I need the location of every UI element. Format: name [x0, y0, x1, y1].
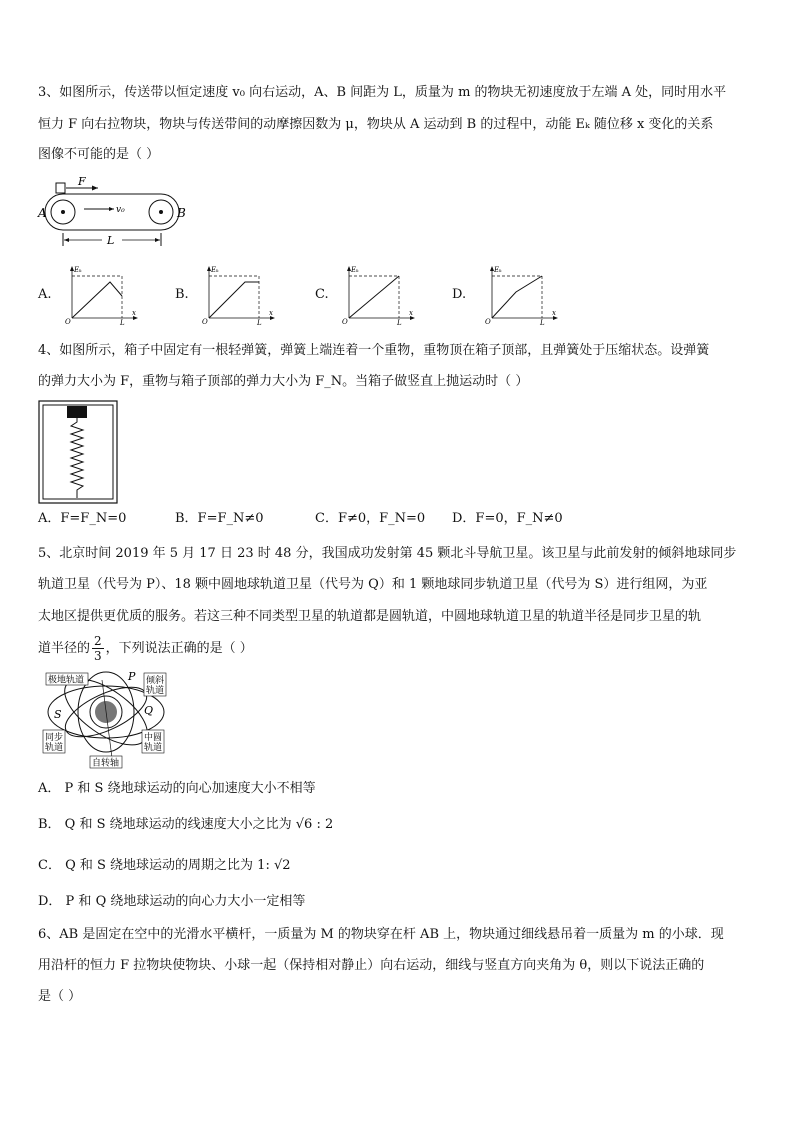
conveyor-belt-figure	[36, 176, 196, 248]
q5-line-4-pre: 道半径的	[38, 641, 91, 656]
q6-line-2: 用沿杆的恒力 F 拉物块使物块、小球一起（保持相对静止）向右运动，细线与竖直方向夹角为 θ，则以下说法正确的	[38, 958, 705, 973]
ek-axis-label: Eₖ	[494, 266, 502, 274]
q4-option-b: B．F=F_N≠0	[175, 511, 264, 526]
incline-label-2: 轨道	[146, 686, 165, 696]
q3-line-2: 恒力 F 向右拉物块，物块与传送带间的动摩擦因数为 μ，物块从 A 运动到 B 的过程中，动能 Eₖ 随位移 x 变化的关系	[38, 117, 714, 132]
q3-option-b-label: B.	[175, 287, 189, 302]
s-label: S	[54, 708, 62, 721]
q6-line-3: 是（ ）	[38, 989, 82, 1004]
spring	[71, 418, 83, 498]
x-axis-label: x	[409, 309, 413, 317]
incline-label-1: 倾斜	[146, 676, 165, 686]
weight	[67, 406, 87, 418]
satellite-orbits-figure	[40, 670, 170, 770]
x-axis-label: x	[269, 309, 273, 317]
fraction-numerator: 2	[94, 634, 102, 648]
curve	[349, 276, 399, 318]
q3-line-1: 3、如图所示，传送带以恒定速度 v₀ 向右运动，A、B 间距为 L，质量为 m 的物块无初速度放于左端 A 处，同时用水平	[38, 85, 727, 100]
point-a-label: A	[38, 206, 47, 220]
ek-axis-label: Eₖ	[211, 266, 219, 274]
ek-axis-label: Eₖ	[351, 266, 359, 274]
q5-option-a: A． P 和 S 绕地球运动的向心加速度大小不相等	[38, 781, 316, 796]
origin-label: O	[485, 318, 491, 326]
velocity-label: v₀	[116, 205, 125, 215]
curve	[72, 282, 122, 318]
force-label: F	[78, 176, 86, 188]
q3-option-c-label: C.	[315, 287, 329, 302]
l-mark-label: L	[397, 319, 402, 326]
length-label: L	[107, 234, 115, 247]
q5-option-c: C． Q 和 S 绕地球运动的周期之比为 1: √2	[38, 858, 291, 873]
q5-line-4-post: ，下列说法正确的是（ ）	[105, 641, 253, 656]
q5-option-d: D． P 和 Q 绕地球运动的向心力大小一定相等	[38, 894, 306, 909]
q3-option-d-label: D.	[452, 287, 467, 302]
point-b-label: B	[177, 206, 186, 220]
q4-option-a: A．F=F_N=0	[38, 511, 127, 526]
q4-option-d: D．F=0，F_N≠0	[452, 511, 563, 526]
q3-graph-c	[339, 262, 419, 326]
sync-label-1: 同步	[45, 733, 64, 743]
curve	[492, 276, 542, 318]
mid-label-1: 中圆	[144, 733, 163, 743]
origin-label: O	[65, 318, 71, 326]
q5-line-1: 5、北京时间 2019 年 5 月 17 日 23 时 48 分，我国成功发射第 45 颗北斗导航卫星。该卫星与此前发射的倾斜地球同步	[38, 546, 737, 561]
box-spring-figure	[38, 400, 118, 504]
l-mark-label: L	[540, 319, 545, 326]
fraction-denominator: 3	[94, 649, 102, 663]
sync-label-2: 轨道	[45, 743, 64, 753]
l-mark-label: L	[120, 319, 125, 326]
l-mark-label: L	[257, 319, 262, 326]
q3-option-a-label: A.	[38, 287, 52, 302]
origin-label: O	[342, 318, 348, 326]
fraction	[92, 634, 104, 663]
origin-label: O	[202, 318, 208, 326]
q5-line-4	[38, 634, 253, 664]
x-axis-label: x	[132, 309, 136, 317]
mid-label-2: 轨道	[144, 743, 163, 753]
axis-label: 自转轴	[92, 758, 120, 769]
block	[56, 183, 65, 193]
polar-orbit-label: 极地轨道	[48, 675, 85, 686]
q4-line-1: 4、如图所示，箱子中固定有一根轻弹簧，弹簧上端连着一个重物，重物顶在箱子顶部，且弹簧处于压缩状态。设弹簧	[38, 343, 710, 358]
q3-graph-b	[199, 262, 279, 326]
q3-graph-a	[62, 262, 142, 326]
p-label: P	[128, 670, 136, 683]
q-label: Q	[144, 704, 154, 717]
q6-line-1: 6、AB 是固定在空中的光滑水平横杆，一质量为 M 的物块穿在杆 AB 上，物块通过细线悬吊着一质量为 m 的小球．现	[38, 927, 724, 942]
q5-option-b: B． Q 和 S 绕地球运动的线速度大小之比为 √6 : 2	[38, 817, 334, 832]
q3-line-3: 图像不可能的是（ ）	[38, 147, 160, 162]
ek-axis-label: Eₖ	[74, 266, 82, 274]
q5-line-2: 轨道卫星（代号为 P）、18 颗中圆地球轨道卫星（代号为 Q）和 1 颗地球同步轨道卫星（代号为 S）进行组网，为亚	[38, 577, 708, 592]
q3-graph-d	[482, 262, 562, 326]
x-axis-label: x	[552, 309, 556, 317]
curve	[209, 282, 259, 318]
q4-option-c: C．F≠0，F_N=0	[315, 511, 426, 526]
q4-line-2: 的弹力大小为 F，重物与箱子顶部的弹力大小为 F_N。当箱子做竖直上抛运动时（ ）	[38, 374, 529, 389]
q5-line-3: 太地区提供更优质的服务。若这三种不同类型卫星的轨道都是圆轨道，中圆地球轨道卫星的轨道半径是同步卫星的轨	[38, 609, 702, 624]
